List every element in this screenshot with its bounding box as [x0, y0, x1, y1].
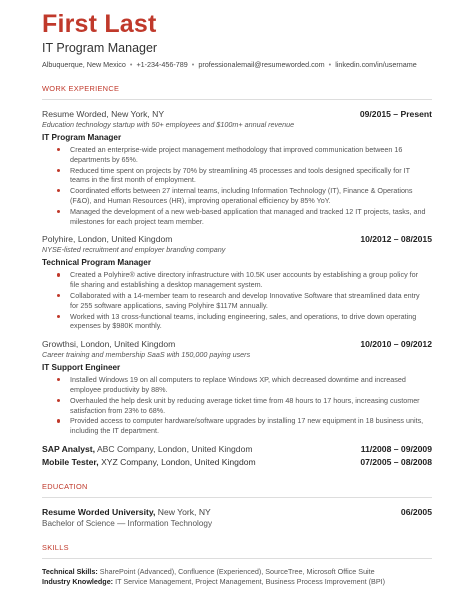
bullet-dot-icon	[57, 399, 60, 402]
small-job-company: XYZ Company, London, United Kingdom	[101, 456, 256, 467]
candidate-role: IT Program Manager	[42, 41, 158, 55]
education-entry	[42, 506, 432, 529]
section-divider	[42, 558, 432, 559]
job-entry	[42, 338, 432, 436]
bullet-item: Provided access to computer hardware/software upgrades by installing 17 new equipment in 18 business units, including the IT department.	[70, 416, 432, 436]
bullet-item: Managed the development of a new web-based application that managed and tracked 12 IT projects, tasks, and milestones for each project team member.	[70, 207, 432, 227]
bullet-dot-icon	[57, 315, 60, 318]
skill-line	[42, 577, 432, 587]
candidate-name: First Last	[42, 10, 157, 38]
job-entry	[42, 108, 432, 226]
bullet-dot-icon	[57, 210, 60, 213]
bullet-item: Installed Windows 19 on all computers to replace Windows XP, which decreased downtime and increased employee productivity by 88%.	[70, 375, 432, 395]
skill-line	[42, 567, 432, 577]
skills-list	[42, 567, 432, 587]
bullet-dot-icon	[57, 169, 60, 172]
education-date: 06/2005	[400, 506, 432, 517]
bullet-dot-icon	[57, 189, 60, 192]
job-title: Technical Program Manager	[42, 258, 152, 268]
bullet-dot-icon	[57, 419, 60, 422]
small-job-title: Mobile Tester,	[42, 456, 99, 467]
job-title: IT Support Engineer	[42, 363, 121, 373]
small-job-company: ABC Company, London, United Kingdom	[96, 443, 253, 454]
contact-location: Albuquerque, New Mexico	[42, 60, 126, 69]
skill-label: Technical Skills:	[42, 566, 98, 576]
job-company: Resume Worded, New York, NY	[42, 109, 165, 119]
section-title-education: EDUCATION	[42, 481, 88, 491]
job-company-description: NYSE-listed recruitment and employer branding company	[42, 245, 226, 255]
bullet-item: Reduced time spent on projects by 70% by streamlining 45 processes and tools designed specifically for IT teams in the first month of employment.	[70, 166, 432, 186]
job-dates: 10/2012 – 08/2015	[360, 234, 432, 245]
job-company-description: Education technology startup with 50+ employees and $100m+ annual revenue	[42, 120, 295, 129]
job-dates: 09/2015 – Present	[359, 109, 432, 119]
bullet-dot-icon	[57, 148, 60, 151]
skill-value: IT Service Management, Project Management, Business Process Improvement (BPI)	[115, 576, 386, 586]
bullet-dot-icon	[57, 294, 60, 297]
job-title: IT Program Manager	[42, 133, 122, 142]
contact-separator: •	[191, 60, 195, 69]
skill-value: SharePoint (Advanced), Confluence (Experienced), SourceTree, Microsoft Office Suite	[99, 566, 375, 576]
bullet-item: Created an enterprise-wide project management methodology that improved communication between 16 departments by 65%.	[70, 145, 432, 165]
small-job-title: SAP Analyst,	[42, 443, 96, 454]
section-divider	[42, 99, 432, 100]
bullet-item: Coordinated efforts between 27 internal teams, including Information Technology (IT), Finance & Operations (F&O), and Human Resources (HR), improving operational efficiency by 85% YoY.	[70, 186, 432, 206]
contact-phone[interactable]: +1-234-456-789	[136, 60, 188, 69]
job-bullets	[42, 270, 432, 331]
skill-label: Industry Knowledge:	[42, 576, 114, 586]
contact-line	[42, 60, 432, 70]
small-job-dates: 07/2005 – 08/2008	[360, 456, 432, 467]
bullet-item: Overhauled the help desk unit by reducing average ticket time from 48 hours to 17 hours, increasing customer satisfaction from 23% to 68%.	[70, 396, 432, 416]
bullet-item: Worked with 13 cross-functional teams, including engineering, sales, and operations, to drive down operating expenses by $980K monthly.	[70, 312, 432, 332]
bullet-dot-icon	[57, 273, 60, 276]
section-divider	[42, 497, 432, 498]
bullet-item: Created a Polyhire® active directory infrastructure with 10.5K user accounts by establishing a group policy for file sharing and establishing a desktop management system.	[70, 270, 432, 290]
job-entry	[42, 233, 432, 331]
bullet-dot-icon	[57, 378, 60, 381]
contact-separator: •	[328, 60, 332, 69]
section-title-work: WORK EXPERIENCE	[42, 84, 120, 93]
contact-linkedin[interactable]: linkedin.com/in/username	[335, 60, 417, 69]
job-company-description: Career training and membership SaaS with 150,000 paying users	[42, 350, 251, 360]
job-company: Polyhire, London, United Kingdom	[42, 234, 173, 245]
section-title-skills: SKILLS	[42, 542, 69, 552]
education-school: Resume Worded University,	[42, 506, 156, 517]
contact-email[interactable]: professionalemail@resumeworded.com	[198, 60, 325, 69]
small-job-dates: 11/2008 – 09/2009	[360, 443, 432, 454]
job-dates: 10/2010 – 09/2012	[360, 339, 432, 350]
small-job-entry	[42, 443, 432, 455]
bullet-item: Collaborated with a 14-member team to research and develop Innovative Software that streamlined data entry for 255 software applications, saving Polyhire $117M annually.	[70, 291, 432, 311]
job-bullets	[42, 145, 432, 226]
small-job-entry	[42, 456, 432, 468]
education-degree: Bachelor of Science — Information Technology	[42, 518, 213, 528]
education-location: New York, NY	[157, 506, 211, 517]
job-company: Growthsi, London, United Kingdom	[42, 339, 176, 350]
job-bullets	[42, 375, 432, 436]
contact-separator: •	[129, 60, 133, 69]
